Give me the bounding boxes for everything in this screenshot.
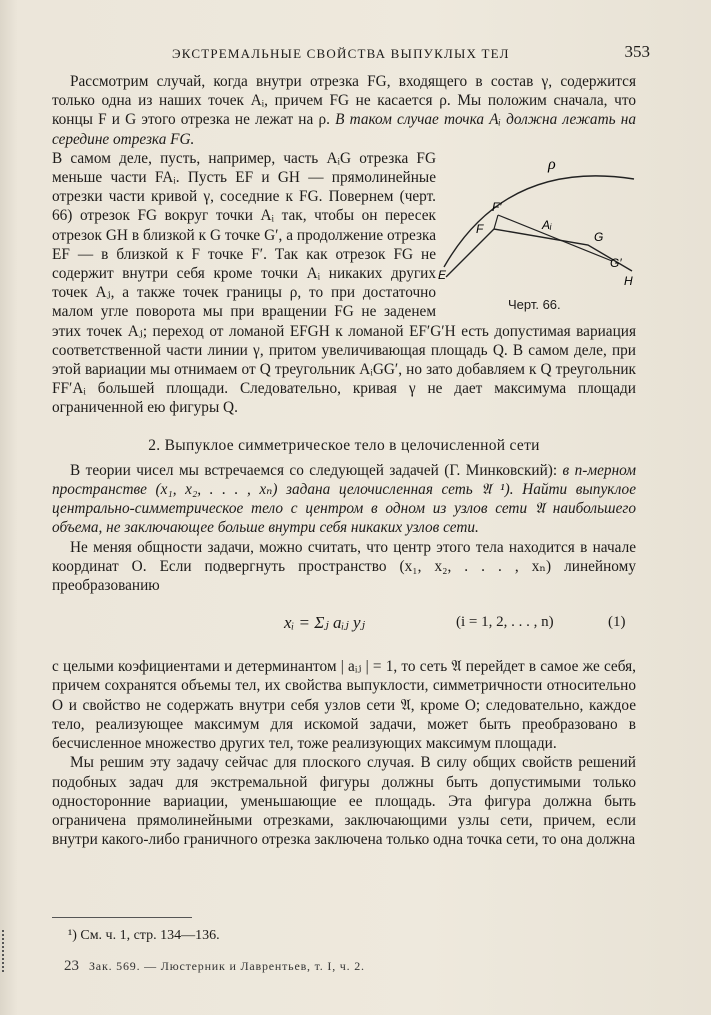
figure-66 <box>436 149 636 315</box>
label-F-prime: F′ <box>492 199 502 214</box>
page-number: 353 <box>624 42 650 61</box>
label-Ai: Aᵢ <box>542 217 552 232</box>
running-title: ЭКСТРЕМАЛЬНЫЕ СВОЙСТВА ВЫПУКЛЫХ ТЕЛ <box>172 46 510 61</box>
label-rho: ρ <box>548 155 556 173</box>
paragraph-1: Рассмотрим случай, когда внутри отрезка FG, входящего в состав γ, содержится только одна из наших точек Aᵢ, причем FG не касается ρ. Мы положим сначала, что концы F и G этого отрезка не лежат на ρ. В таком случае точка Aᵢ должна лежать на середине отрезка FG. <box>52 73 636 148</box>
paragraph-5: с целыми коэфициентами и детерминантом | aᵢⱼ | = 1, то сеть 𝔄 перейдет в самое же себя, причем сохранятся объемы тел, их свойства выпуклости, симметричности относительно O и свойство не содержать внутри себя узлов сети 𝔄, кроме O; следовательно, каждое тело, реализующее максимум для искомой задачи, может быть преобразовано в бесчисленное множество других тел, тоже реализующих максимум площади. <box>52 658 636 753</box>
figure-66-drawing <box>436 149 636 315</box>
signature-mark: 23 <box>64 958 79 974</box>
paragraph-1-emphasis: В таком случае точка Aᵢ должна лежать на середине отрезка FG. <box>52 111 636 148</box>
imprint-text: Зак. 569. — Люстерник и Лаврентьев, т. I, ч. 2. <box>89 959 365 973</box>
figure-caption: Черт. 66. <box>508 296 561 312</box>
paragraph-3: В теории чисел мы встречаемся со следующей задачей (Г. Минковский): в n-мерном пространстве (x₁, x₂, . . . , xₙ) задана целочисленная сеть 𝔄 ¹). Найти выпуклое центрально-симметрическое тело с центром в одном из узлов сети 𝔄 наибольшего объема, не заключающее больше внутри себя никаких узлов сети. <box>52 461 636 537</box>
formula-expression: xᵢ = Σⱼ aᵢⱼ yⱼ <box>284 613 366 633</box>
footnote-divider <box>52 917 192 918</box>
paragraph-3-emphasis: в n-мерном пространстве (x₁, x₂, . . . , xₙ) задана целочисленная сеть 𝔄 ¹). Найти выпуклое центрально-симметрическое тело с центром в одном из узлов сети 𝔄 наибольшего объема, не заключающее больше внутри себя никаких узлов сети. <box>52 461 636 537</box>
paragraph-2: В самом деле, пусть, например, часть AᵢG отрезка FG меньше части FAᵢ. Пусть EF и GH — прямолинейные отрезки части кривой γ, соседние к FG. Повернем (черт. 66) отрезок FG вокруг точки Aᵢ так, чтобы он пересек отрезок GH в близкой к G точке G′, а продолжение отрезка EF — в близкой к F точке F′. Так как отрезок FG не содержит внутри себя кроме точки Aᵢ никаких других точек Aⱼ, а также точек границы ρ, то при достаточно малом угле поворота мы при вращении FG не заденем этих точек Aⱼ; переход от ломаной EFGH к ломаной EF′G′H есть допустимая вариация соответственной части линии γ, притом увеличивающая площадь Q. В самом деле, при этой вариации мы отнимаем от Q треугольник AᵢGG′, но зато добавляем к Q треугольник FF′Aᵢ большей площади. Следовательно, кривая γ не дает максимума площади ограниченной ею фигуры Q. <box>52 149 636 417</box>
label-G-prime: G′ <box>610 255 622 270</box>
formula-1 <box>52 599 636 653</box>
label-E: E <box>438 267 447 282</box>
formula-range: (i = 1, 2, . . . , n) <box>456 614 554 631</box>
label-H: H <box>624 273 633 288</box>
printer-imprint <box>64 958 365 975</box>
label-G: G <box>594 229 604 244</box>
main-text <box>52 72 636 849</box>
label-F: F <box>476 221 484 236</box>
binding-mark <box>2 930 8 972</box>
formula-number: (1) <box>608 614 626 631</box>
paragraph-6: Мы решим эту задачу сейчас для плоского случая. В силу общих свойств решений подобных задач для экстремальной фигуры должны быть допустимыми только односторонние вариации, уменьшающие ее площадь. Эта фигура должна быть ограничена прямолинейными отрезками, заключающими узлы сети, причем, если внутри какого-либо граничного отрезка заключена только одна точка сети, то она должна <box>52 754 636 849</box>
page-header <box>130 42 650 66</box>
section-title: 2. Выпуклое симметрическое тело в целочисленной сети <box>148 436 540 454</box>
paragraph-4: Не меняя общности задачи, можно считать, что центр этого тела находится в начале координат O. Если подвергнуть пространство (x₁, x₂, . . . , xₙ) линейному преобразованию <box>52 538 636 595</box>
footnote: ¹) См. ч. 1, стр. 134—136. <box>68 928 220 943</box>
